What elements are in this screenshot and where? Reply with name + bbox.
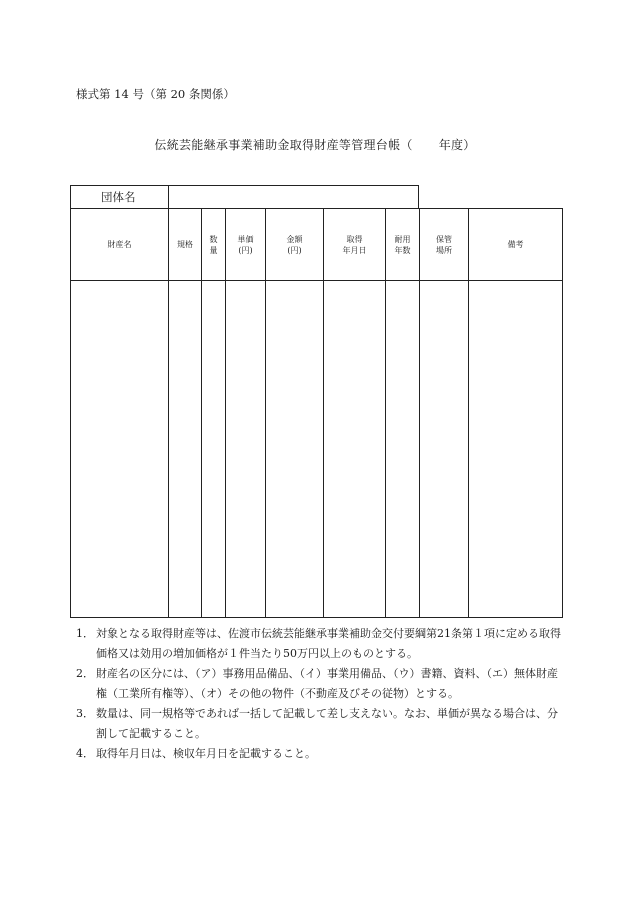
- table-row: [71, 281, 563, 618]
- notes-list: [76, 624, 566, 764]
- note-number: 3．: [76, 707, 94, 720]
- header-storage: 保管 場所: [420, 209, 469, 281]
- cell-spec[interactable]: [169, 281, 202, 618]
- note-number: 4．: [76, 747, 94, 760]
- note-item: [76, 664, 566, 704]
- cell-unit-price[interactable]: [226, 281, 266, 618]
- note-number: 2．: [76, 667, 94, 680]
- header-spec: 規格: [169, 209, 202, 281]
- cell-quantity[interactable]: [202, 281, 226, 618]
- cell-amount[interactable]: [266, 281, 324, 618]
- note-item: [76, 704, 566, 744]
- cell-acquired-date[interactable]: [324, 281, 386, 618]
- note-number: 1．: [76, 627, 94, 640]
- header-name: 財産名: [71, 209, 169, 281]
- asset-ledger-table: [70, 208, 563, 618]
- header-useful-life: 耐用 年数: [386, 209, 420, 281]
- header-quantity: 数 量: [202, 209, 226, 281]
- note-text: 財産名の区分には、（ア）事務用品備品、（イ）事業用備品、（ウ）書籍、資料、（エ）無体財産権（工業所有権等）、（オ）その他の物件（不動産及びその従物）とする。: [96, 667, 558, 700]
- organization-field[interactable]: [169, 186, 418, 208]
- title-suffix: 年度）: [438, 138, 476, 152]
- header-remarks: 備考: [469, 209, 563, 281]
- note-text: 対象となる取得財産等は、佐渡市伝統芸能継承事業補助金交付要綱第21条第１項に定める取得価格又は効用の増加価格が１件当たり50万円以上のものとする。: [96, 627, 561, 660]
- cell-name[interactable]: [71, 281, 169, 618]
- cell-storage[interactable]: [420, 281, 469, 618]
- header-unit-price: 単価 (円): [226, 209, 266, 281]
- note-item: [76, 744, 566, 764]
- organization-row: [70, 185, 419, 208]
- note-text: 取得年月日は、検収年月日を記載すること。: [96, 747, 316, 760]
- organization-label: 団体名: [71, 186, 169, 208]
- cell-remarks[interactable]: [469, 281, 563, 618]
- header-amount: 金額 (円): [266, 209, 324, 281]
- cell-useful-life[interactable]: [386, 281, 420, 618]
- form-number: 様式第 14 号（第 20 条関係）: [76, 87, 235, 101]
- note-text: 数量は、同一規格等であれば一括して記載して差し支えない。なお、単価が異なる場合は、分割して記載すること。: [96, 707, 558, 740]
- document-title: [0, 136, 630, 153]
- title-text: 伝統芸能継承事業補助金取得財産等管理台帳（: [154, 138, 413, 152]
- header-acquired-date: 取得 年月日: [324, 209, 386, 281]
- note-item: [76, 624, 566, 664]
- table-header-row: [71, 209, 563, 281]
